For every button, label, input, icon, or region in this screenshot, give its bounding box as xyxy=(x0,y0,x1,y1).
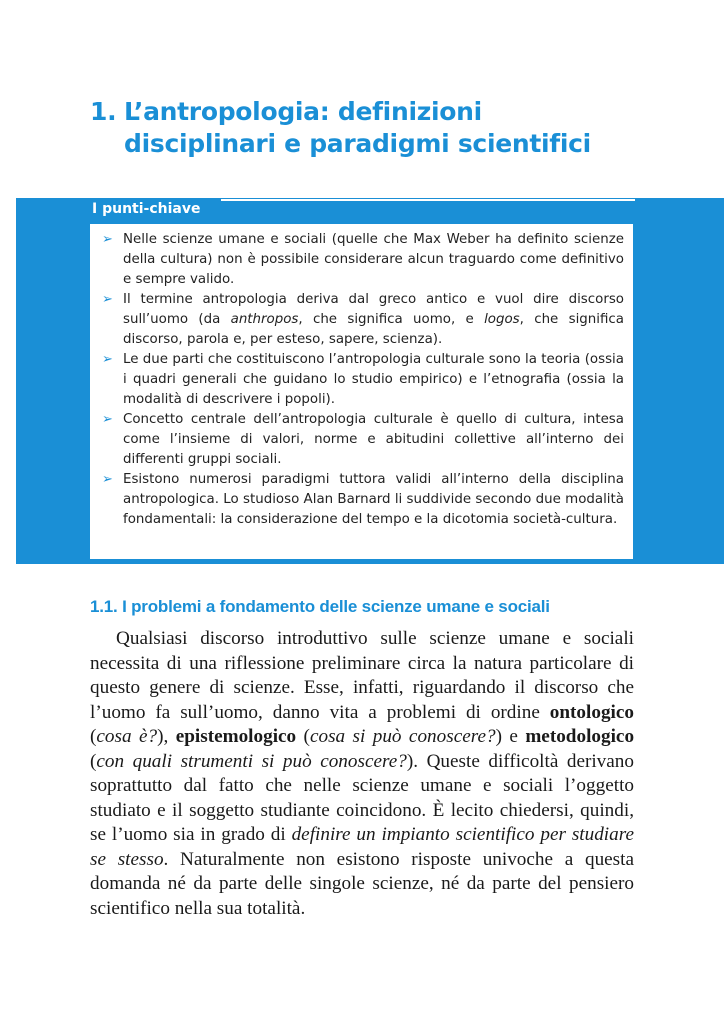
chapter-title-line-1: L’antropologia: definizioni xyxy=(124,97,482,126)
body-text-segment: metodologico xyxy=(525,726,635,747)
key-point-text-segment: Concetto centrale dell’antropologia culturale è quello di cultura, intesa come l’insieme di valori, norme e abitudini collettive all’interno dei differenti gruppi sociali. xyxy=(123,412,624,467)
body-text-segment: cosa si può conoscere? xyxy=(309,726,496,747)
body-text-segment: con quali strumenti si può conoscere? xyxy=(96,750,407,772)
arrow-bullet-icon: ➢ xyxy=(102,352,113,367)
key-point-text xyxy=(123,412,624,467)
key-point-text-segment: Il termine antropologia deriva dal greco antico e vuol dire discorso sull’uomo (da xyxy=(123,292,624,327)
key-point-text-segment: Esistono numerosi paradigmi tuttora validi all’interno della disciplina antropologica. Lo studioso Alan Barnard li suddivide secondo due modalità fondamentali: la considerazione del tempo e la dicotomia società-cultura. xyxy=(123,472,624,527)
body-text-segment: epistemologico xyxy=(175,726,297,747)
key-point-text xyxy=(123,232,624,287)
chapter-title xyxy=(90,96,690,160)
key-points-heading: I punti-chiave xyxy=(90,198,221,222)
body-text-segment: definire un impianto scientifico per studiare se stesso xyxy=(90,824,634,870)
key-points-heading-rule xyxy=(221,199,635,201)
key-point-item xyxy=(102,290,624,350)
key-point-text xyxy=(123,472,624,527)
key-point-text-segment: , che significa uomo, e xyxy=(298,312,485,327)
chapter-title-line-2: disciplinari e paradigmi scientifici xyxy=(124,129,591,158)
body-paragraph xyxy=(90,627,634,921)
body-text-segment: ( xyxy=(90,726,97,747)
body-text-segment: ). Queste difficoltà derivano soprattutto dal fatto che nelle scienze umane e sociali l’oggetto studiato e il soggetto studiante coincidono. È lecito chiedersi, quindi, se l’uomo sia in grado di xyxy=(90,750,634,845)
key-point-item xyxy=(102,230,624,290)
body-text-segment: ( xyxy=(296,726,310,747)
key-point-item xyxy=(102,350,624,410)
key-points-list xyxy=(102,230,624,530)
key-point-text-segment: Le due parti che costituiscono l’antropologia culturale sono la teoria (ossia i quadri generali che guidano lo studio empirico) e l’etnografia (ossia la modalità di descrivere i popoli). xyxy=(123,352,624,407)
chapter-number: 1. xyxy=(90,97,117,126)
body-text-segment: Qualsiasi discorso introduttivo sulle scienze umane e sociali necessita di una riflessione preliminare circa la natura particolare di questo genere di scienze. Esse, infatti, riguardando il discorso che l’uomo fa sull’uomo, danno vita a problemi di ordine xyxy=(90,628,634,723)
key-point-text-segment: anthropos xyxy=(230,312,299,327)
key-point-text-segment: Nelle scienze umane e sociali (quelle che Max Weber ha definito scienze della cultura) non è possibile considerare alcun traguardo come definitivo e sempre valido. xyxy=(123,232,624,287)
body-text-segment: ( xyxy=(90,750,97,772)
body-text-segment: ), xyxy=(157,726,176,747)
body-text-segment: . Naturalmente non esistono risposte univoche a questa domanda né da parte delle singole scienze, né da parte del pensiero scientifico nella sua totalità. xyxy=(90,848,634,919)
section-title: 1.1. I problemi a fondamento delle scienze umane e sociali xyxy=(90,597,550,616)
key-point-item xyxy=(102,470,624,530)
key-point-text xyxy=(123,352,624,407)
arrow-bullet-icon: ➢ xyxy=(102,232,113,247)
body-text-segment: ) e xyxy=(495,726,526,747)
arrow-bullet-icon: ➢ xyxy=(102,472,113,487)
body-text-segment: cosa è? xyxy=(96,726,158,747)
arrow-bullet-icon: ➢ xyxy=(102,412,113,427)
key-point-item xyxy=(102,410,624,470)
key-point-text-segment: , che significa discorso, parola e, per esteso, sapere, scienza). xyxy=(123,312,624,347)
key-point-text xyxy=(123,292,624,347)
key-point-text-segment: logos xyxy=(484,312,520,327)
body-text-segment: ontologico xyxy=(549,701,634,723)
arrow-bullet-icon: ➢ xyxy=(102,292,113,307)
